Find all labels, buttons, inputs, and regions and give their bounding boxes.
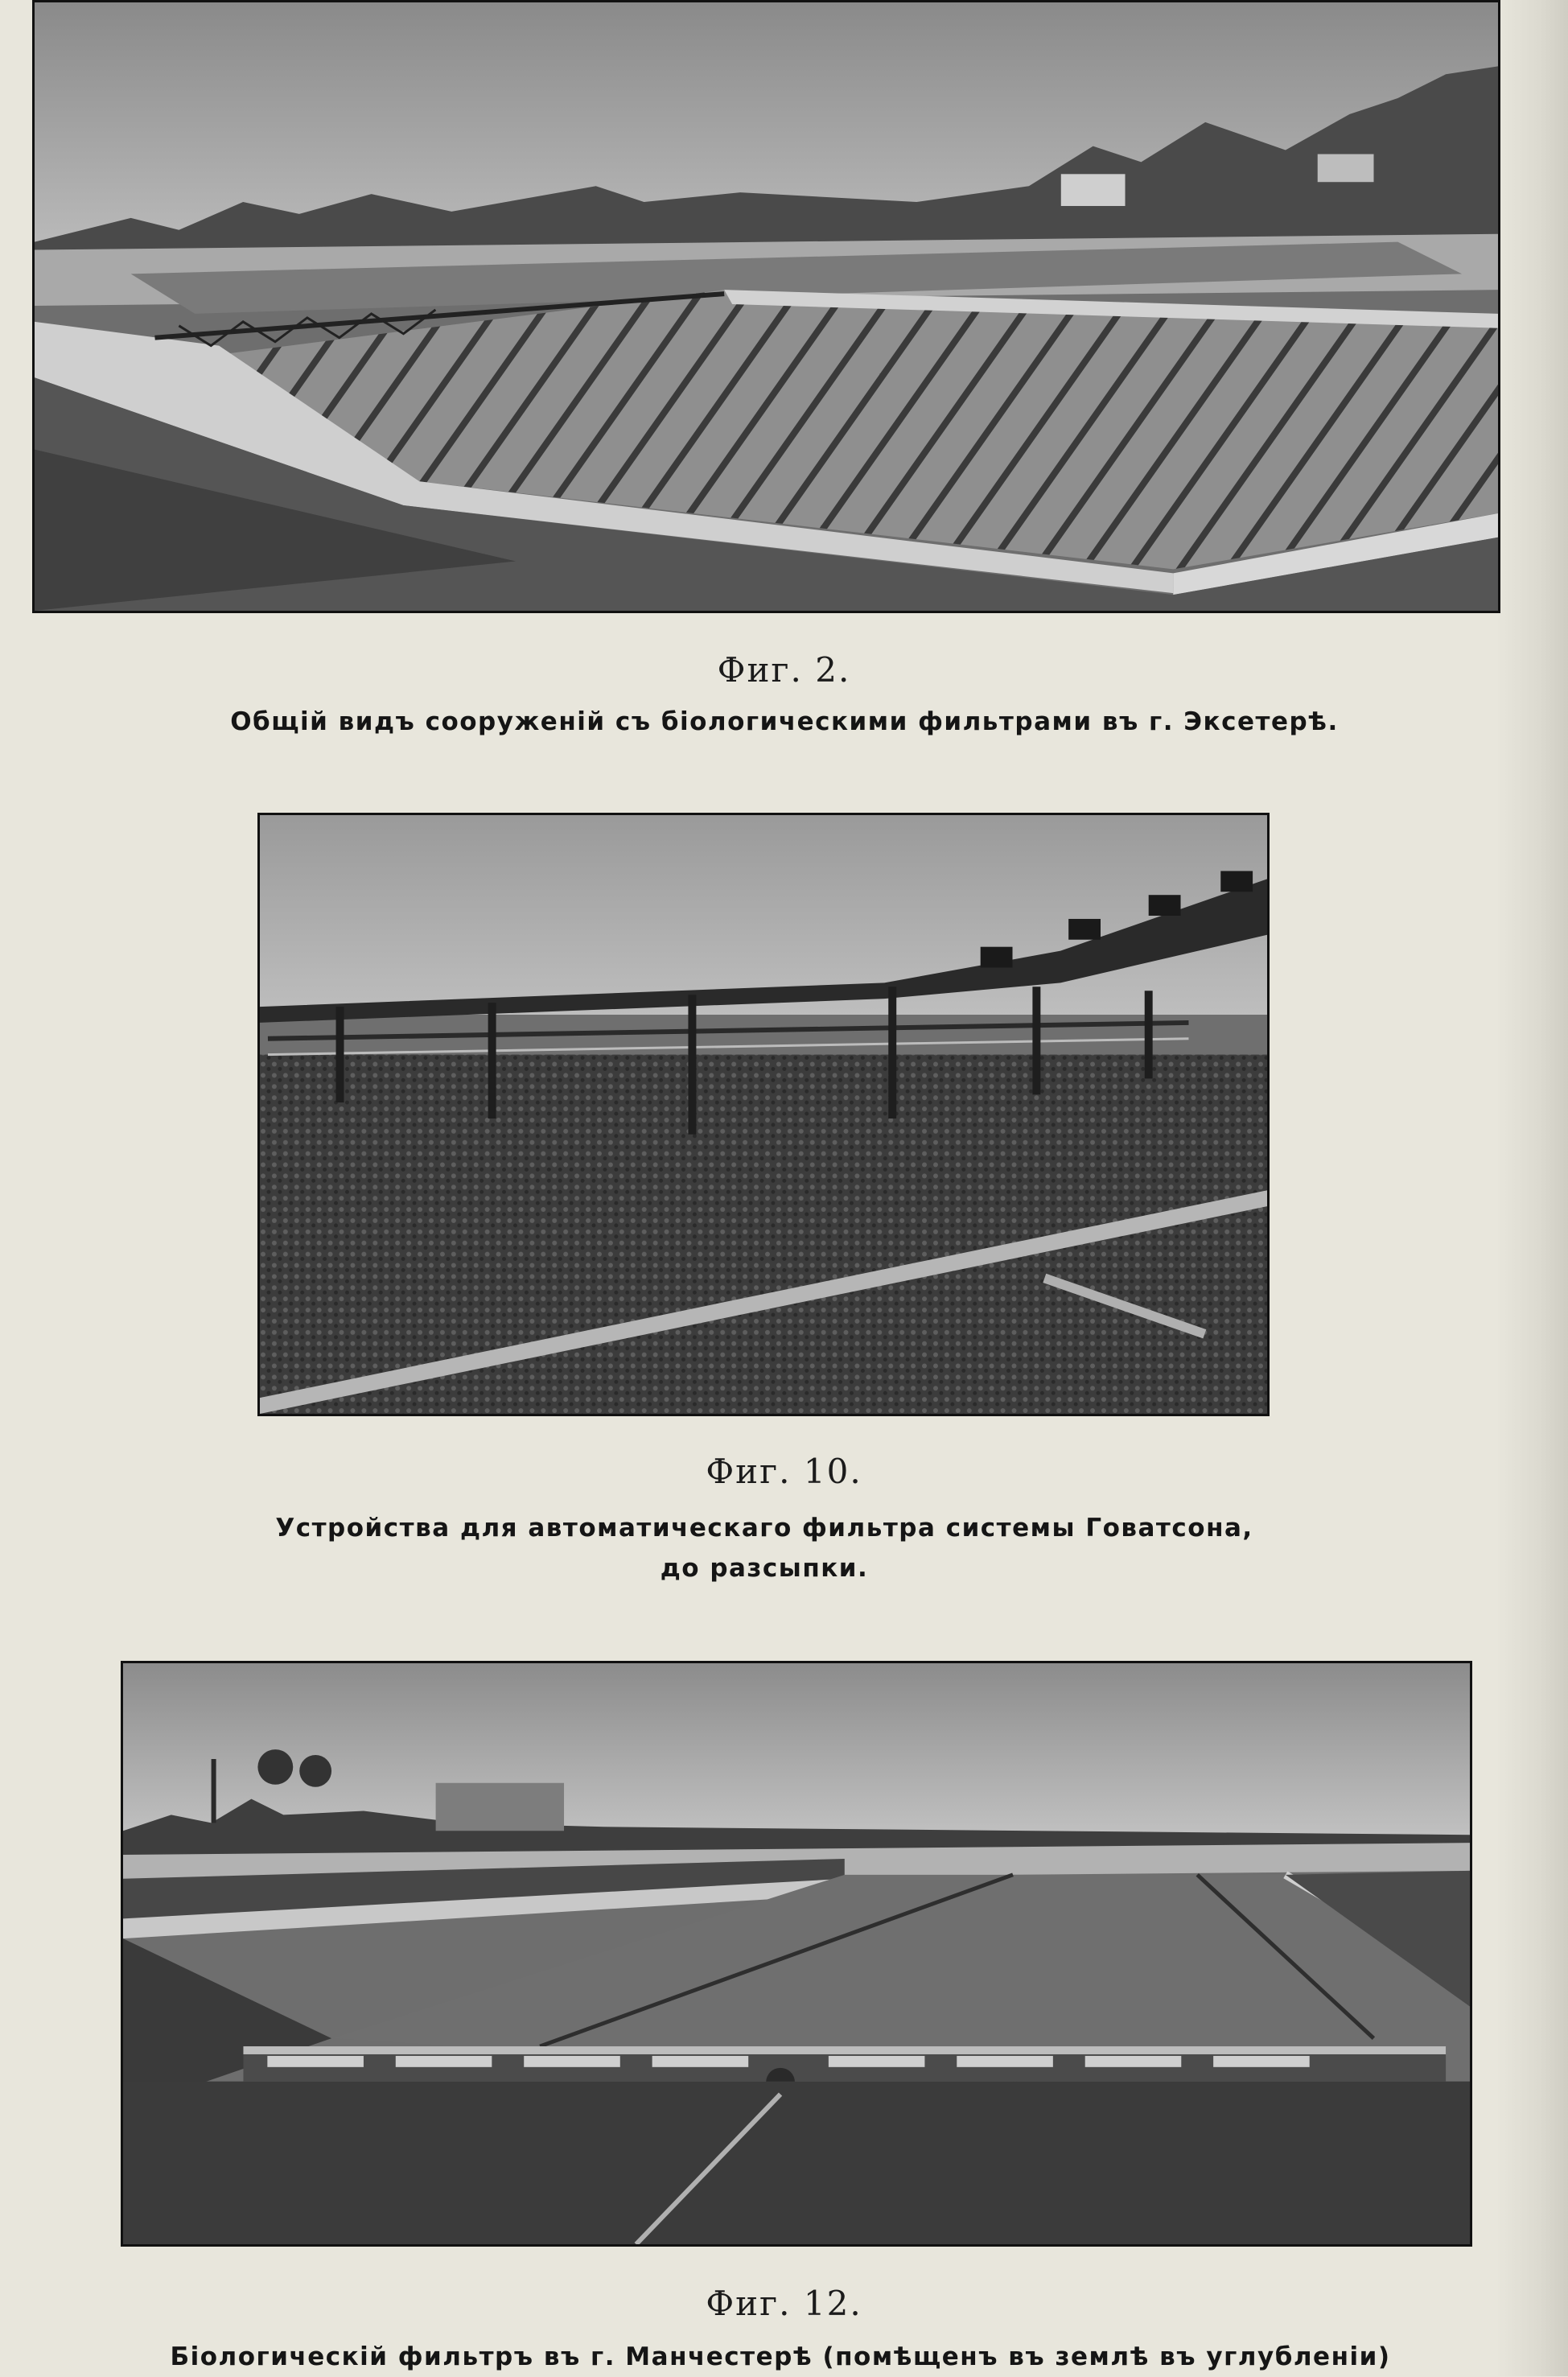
figure-2-caption-line: Общій видъ сооруженій съ біологическими фильтрами въ г. Эксетерѣ. [230,707,1339,736]
page-edge [1496,0,1568,2376]
figure-12-caption [48,2337,1512,2377]
figure-12-label: Фиг. 12. [706,2284,862,2323]
figure-10-caption [161,1508,1368,1588]
figure-10-label: Фиг. 10. [706,1452,862,1491]
figure-10-photo [257,813,1270,1416]
figure-12-photo [121,1661,1472,2247]
figure-2-photo [32,0,1500,613]
figure-2-label: Фиг. 2. [717,650,851,690]
figure-10-caption-line: до разсыпки. [660,1554,869,1583]
figure-10-caption-line: Устройства для автоматическаго фильтра системы Говатсона, [275,1514,1253,1543]
figure-12-caption-line: Біологическій фильтръ въ г. Манчестерѣ (помѣщенъ въ землѣ въ углубленіи) [170,2342,1391,2371]
figure-2-caption [64,702,1504,742]
